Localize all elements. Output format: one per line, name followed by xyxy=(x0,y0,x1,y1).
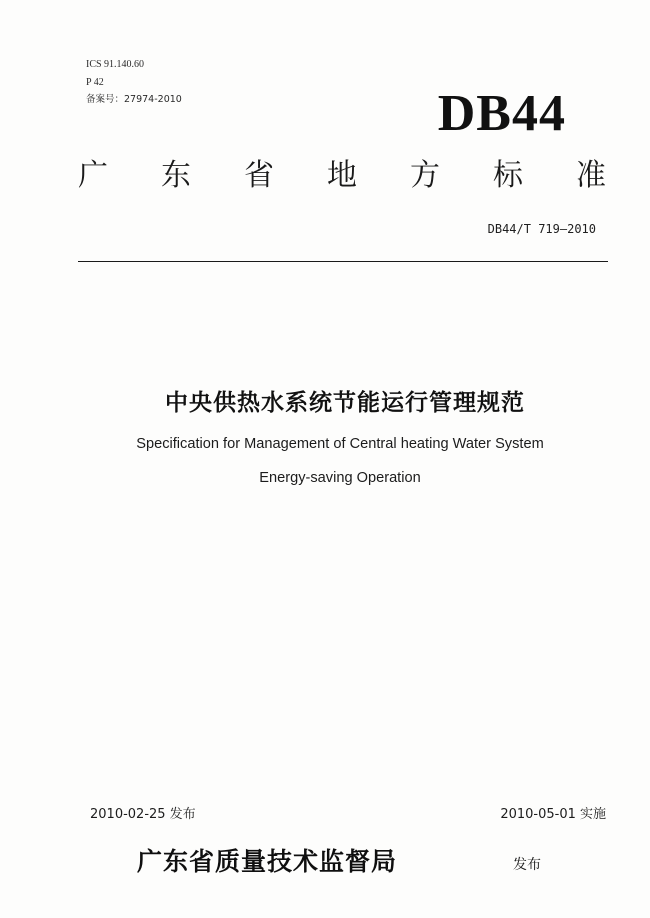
issue-date: 2010-02-25 发布 xyxy=(90,807,196,822)
standard-type-char: 省 xyxy=(244,158,274,193)
issuing-authority: 广东省质量技术监督局 xyxy=(137,847,398,876)
standard-type-char: 广 xyxy=(78,158,108,193)
implementation-date: 2010-05-01 实施 xyxy=(500,807,606,822)
title-english-line2: Energy-saving Operation xyxy=(259,470,421,486)
standard-type-char: 标 xyxy=(493,158,523,193)
standard-type-char: 东 xyxy=(161,158,191,193)
standard-type-char: 准 xyxy=(576,158,606,193)
standard-code-logo: DB44 xyxy=(437,85,566,142)
title-chinese: 中央供热水系统节能运行管理规范 xyxy=(165,390,525,416)
registration-number: 备案号：27974-2010 xyxy=(86,94,182,105)
ccs-code: P 42 xyxy=(86,77,104,88)
standard-type-char: 方 xyxy=(410,158,440,193)
standard-type-heading xyxy=(78,156,606,196)
issuer-action-label: 发布 xyxy=(513,857,541,873)
ics-code: ICS 91.140.60 xyxy=(86,59,145,70)
standard-number: DB44/T 719—2010 xyxy=(487,222,596,236)
title-english-line1: Specification for Management of Central heating Water System xyxy=(136,436,544,452)
header-divider xyxy=(78,261,608,262)
standard-type-char: 地 xyxy=(327,158,357,193)
